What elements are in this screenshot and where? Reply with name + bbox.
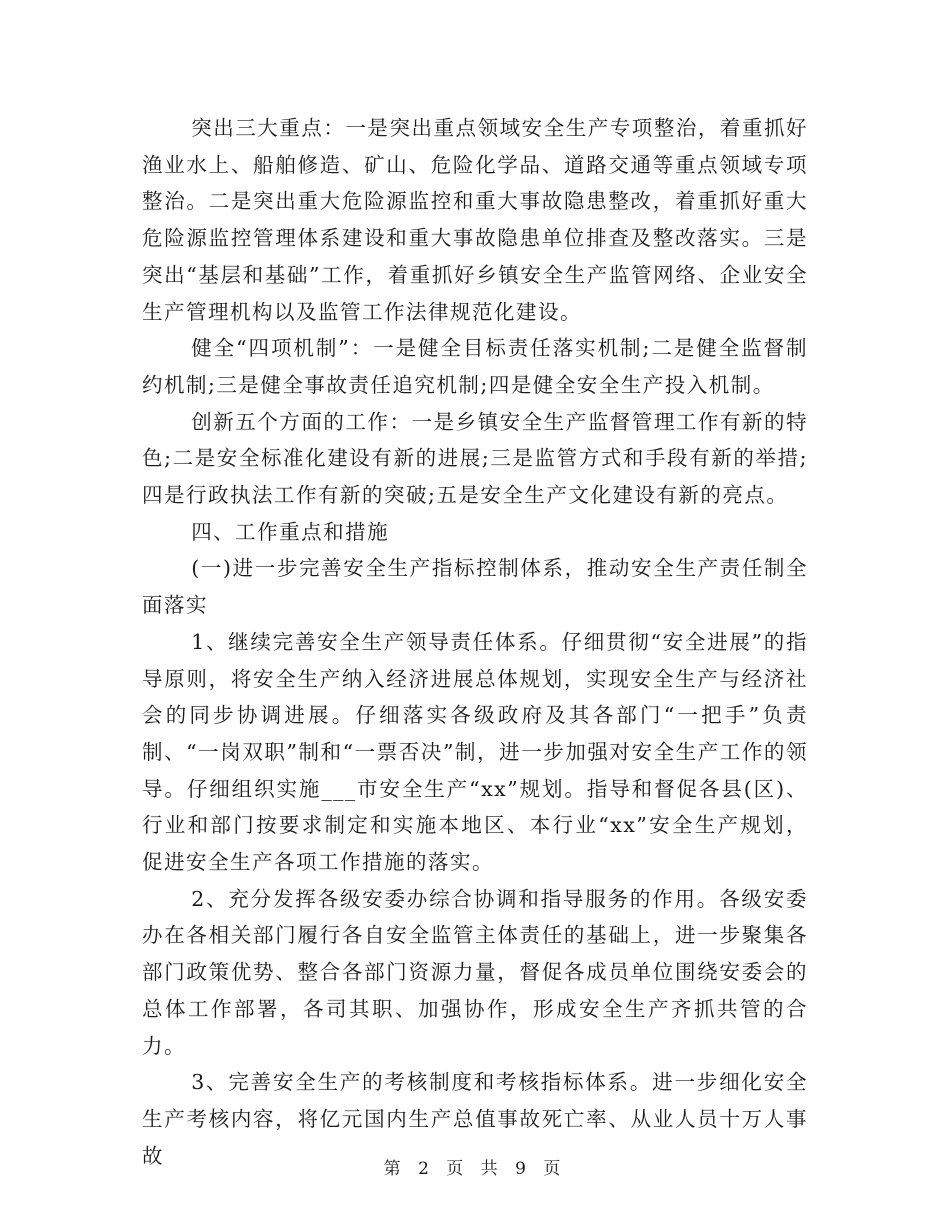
- document-body: [142, 110, 808, 1174]
- section-heading-key-tasks: 四、工作重点和措施: [191, 519, 390, 544]
- page-number-footer: 第 2 页 共 9 页: [383, 1159, 567, 1179]
- paragraph-item-2: 2、充分发挥各级安委办综合协调和指导服务的作用。各级安委办在各相关部门履行各自安全监管主体责任的基础上，进一步聚集各部门政策优势、整合各部门资源力量，督促各成员单位围绕安委会的总体工作部署，各司其职、加强协作，形成安全生产齐抓共管的合力。: [142, 886, 808, 1058]
- paragraph-four-mechanisms: 健全“四项机制”：一是健全目标责任落实机制;二是健全监督制约机制;三是健全事故责任追究机制;四是健全安全生产投入机制。: [142, 336, 808, 397]
- subsection-heading-1: (一)进一步完善安全生产指标控制体系，推动安全生产责任制全面落实: [142, 556, 808, 618]
- paragraph-three-focuses: 突出三大重点：一是突出重点领域安全生产专项整治，着重抓好渔业水上、船舶修造、矿山、危险化学品、道路交通等重点领域专项整治。二是突出重大危险源监控和重大事故隐患整改，着重抓好重大危险源监控管理体系建设和重大事故隐患单位排查及整改落实。三是突出“基层和基础”工作，着重抓好乡镇安全生产监管网络、企业安全生产管理机构以及监管工作法律规范化建设。: [142, 116, 808, 324]
- paragraph-item-1: 1、继续完善安全生产领导责任体系。仔细贯彻“安全进展”的指导原则，将安全生产纳入经济进展总体规划，实现安全生产与经济社会的同步协调进展。仔细落实各级政府及其各部门“一把手”负责制、“一岗双职”制和“一票否决”制，进一步加强对安全生产工作的领导。仔细组织实施___市安全生产“xx”规划。指导和督促各县(区)、行业和部门按要求制定和实施本地区、本行业“xx”安全生产规划，促进安全生产各项工作措施的落实。: [142, 629, 808, 875]
- paragraph-five-innovations: 创新五个方面的工作：一是乡镇安全生产监督管理工作有新的特色;二是安全标准化建设有新的进展;三是监管方式和手段有新的举措;四是行政执法工作有新的突破;五是安全生产文化建设有新的亮点。: [142, 409, 808, 508]
- paragraph-item-3: 3、完善安全生产的考核制度和考核指标体系。进一步细化安全生产考核内容，将亿元国内生产总值事故死亡率、从业人员十万人事故: [142, 1070, 808, 1168]
